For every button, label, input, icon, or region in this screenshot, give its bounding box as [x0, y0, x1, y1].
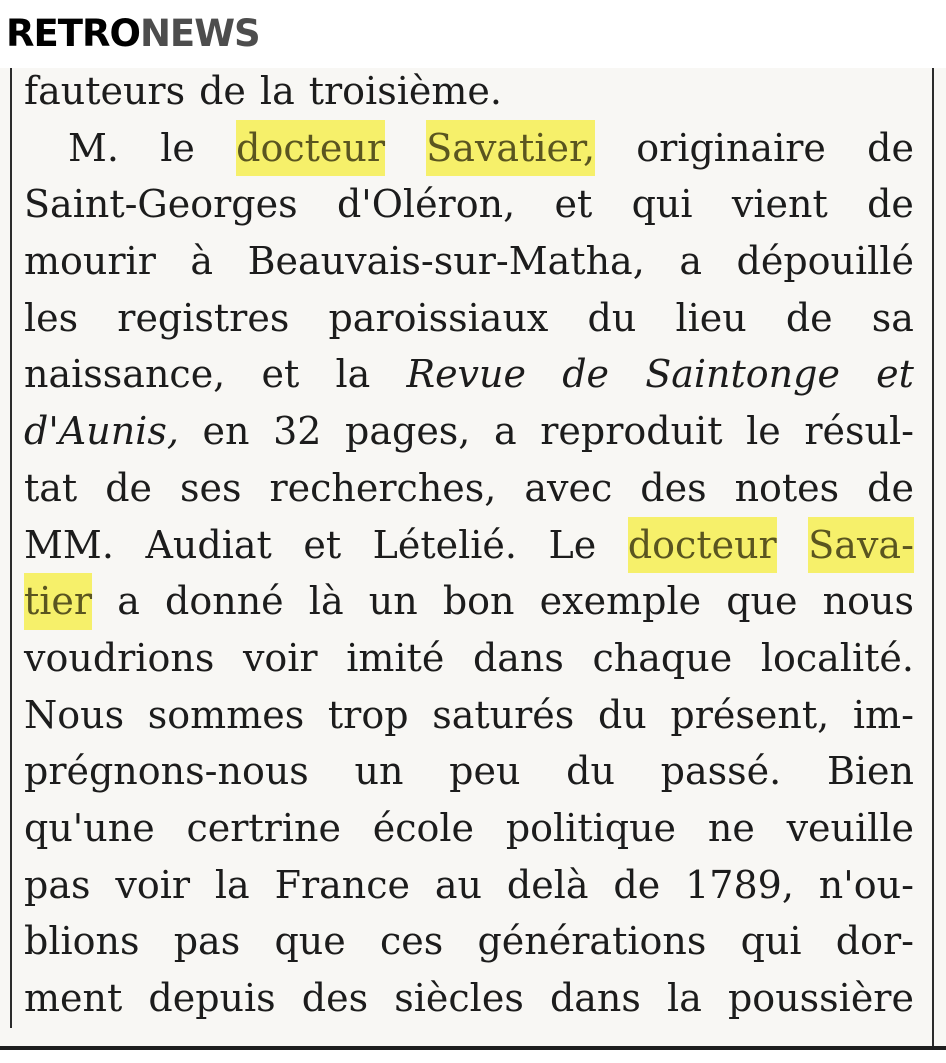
word: la: [667, 976, 702, 1020]
word: naissance,: [24, 352, 226, 397]
text-line: [24, 290, 914, 347]
word: saturés: [432, 692, 575, 737]
word: ne: [707, 805, 755, 850]
word: de: [613, 862, 661, 907]
word: troisième.: [308, 69, 502, 113]
word: du: [587, 295, 637, 340]
word: et: [261, 352, 300, 397]
word: du: [597, 692, 647, 737]
word: là: [308, 579, 344, 624]
word: trop: [327, 692, 409, 737]
word: imité: [346, 635, 445, 680]
logo-news-text: NEWS: [139, 12, 260, 55]
word: ses: [180, 465, 242, 510]
word: mourir: [24, 239, 156, 284]
word: ment: [24, 976, 123, 1020]
word: la: [259, 69, 295, 113]
word: dans: [472, 635, 564, 680]
word: que: [274, 919, 346, 964]
word: M.: [68, 125, 119, 170]
word: bon: [442, 579, 515, 624]
word: à: [190, 239, 214, 284]
word: paroissiaux: [328, 295, 549, 340]
word: registres: [117, 295, 290, 340]
word: d'Oléron,: [336, 182, 516, 227]
word: la: [214, 862, 250, 907]
word: vient: [731, 182, 828, 227]
word: présent,: [670, 692, 830, 737]
word: a: [117, 579, 140, 624]
word: Saint-Georges: [24, 182, 298, 227]
text-line: [24, 63, 914, 120]
search-highlight[interactable]: tier: [24, 573, 92, 630]
word: la: [335, 352, 371, 397]
word: et: [554, 182, 593, 227]
word: générations: [477, 919, 707, 964]
word: avec: [524, 465, 613, 510]
word: lieu: [675, 295, 747, 340]
search-highlight[interactable]: docteur: [236, 120, 385, 177]
word: Bien: [826, 749, 914, 794]
word: au: [434, 862, 483, 907]
word: résul-: [804, 409, 914, 454]
article-text: [24, 63, 914, 1027]
word: 32: [273, 409, 322, 454]
word: France: [274, 862, 411, 907]
word: que: [726, 579, 798, 624]
word: et: [303, 522, 342, 567]
word: voudrions: [24, 635, 215, 680]
text-line: [24, 120, 914, 177]
text-line: [24, 743, 914, 800]
text-line: [24, 687, 914, 744]
word: a: [493, 409, 517, 454]
word: passé.: [660, 749, 782, 794]
text-line: [24, 913, 914, 970]
word: im-: [852, 692, 914, 737]
word-italic: de: [562, 352, 610, 397]
word: reproduit: [540, 409, 723, 454]
word: Nous: [24, 692, 125, 737]
column-rule-right: [932, 68, 934, 1048]
word-italic: Revue: [406, 352, 526, 397]
word: dans: [549, 976, 641, 1020]
word: notes: [734, 465, 840, 510]
word: voir: [115, 862, 191, 907]
word: tat: [24, 465, 78, 510]
text-line: [24, 233, 914, 290]
word: pages,: [345, 409, 471, 454]
word: donné: [165, 579, 284, 624]
word: veuille: [786, 805, 914, 850]
word: de: [199, 69, 246, 113]
word: pas: [173, 919, 241, 964]
column-rule-left: [10, 68, 12, 1028]
word: nous: [822, 579, 914, 624]
word: sommes: [147, 692, 305, 737]
word-italic: Saintonge: [645, 352, 840, 397]
retronews-logo[interactable]: [6, 12, 260, 56]
word: le: [160, 125, 195, 170]
word-italic: d'Aunis,: [24, 409, 179, 454]
word: Audiat: [145, 522, 272, 567]
word: de: [867, 465, 914, 510]
word: depuis: [148, 976, 276, 1020]
word: siècles: [394, 976, 524, 1020]
word: du: [566, 749, 615, 794]
search-highlight[interactable]: Savatier,: [426, 120, 595, 177]
word: les: [24, 295, 79, 340]
word: des: [301, 976, 369, 1020]
word: dépouillé: [736, 239, 914, 284]
word: dor-: [835, 919, 914, 964]
text-line: [24, 573, 914, 630]
text-line: [24, 460, 914, 517]
search-highlight[interactable]: docteur: [628, 517, 777, 574]
word: localité.: [760, 635, 914, 680]
word: qu'une: [24, 805, 155, 850]
text-line: [24, 630, 914, 687]
word: n'ou-: [818, 862, 914, 907]
logo-retro-text: RETRO: [6, 12, 140, 55]
word: originaire: [636, 125, 826, 170]
word: de: [867, 182, 914, 227]
word: un: [354, 749, 404, 794]
word-italic: et: [876, 352, 914, 397]
text-line: [24, 800, 914, 857]
text-line: [24, 517, 914, 574]
word: poussière: [727, 976, 914, 1020]
word: 1789,: [685, 862, 794, 907]
word: de: [785, 295, 833, 340]
word: chaque: [592, 635, 733, 680]
text-line: [24, 970, 914, 1027]
word: MM.: [24, 522, 114, 567]
word: école: [372, 805, 475, 850]
word: recherches,: [269, 465, 497, 510]
word: exemple: [539, 579, 702, 624]
word: en: [202, 409, 250, 454]
text-line: [24, 857, 914, 914]
word: a: [679, 239, 702, 284]
word: prégnons-nous: [24, 749, 309, 794]
word: Le: [548, 522, 597, 567]
word: politique: [505, 805, 677, 850]
word: de: [867, 125, 914, 170]
text-line: [24, 403, 914, 460]
word: delà: [506, 862, 589, 907]
word: ces: [379, 919, 444, 964]
word: Lételié.: [372, 522, 517, 567]
word: peu: [449, 749, 521, 794]
word: blions: [24, 919, 140, 964]
word: fauteurs: [24, 69, 186, 113]
word: Beauvais-sur-Matha,: [247, 239, 645, 284]
word: qui: [631, 182, 693, 227]
text-line: [24, 176, 914, 233]
search-highlight[interactable]: Sava-: [808, 517, 914, 574]
text-line: [24, 346, 914, 403]
word: voir: [242, 635, 318, 680]
word: certrine: [186, 805, 341, 850]
word: un: [368, 579, 418, 624]
word: pas: [24, 862, 91, 907]
word: qui: [740, 919, 802, 964]
word: de: [105, 465, 153, 510]
word: le: [746, 409, 781, 454]
word: sa: [871, 295, 914, 340]
bottom-rule: [0, 1046, 946, 1050]
word: des: [640, 465, 707, 510]
